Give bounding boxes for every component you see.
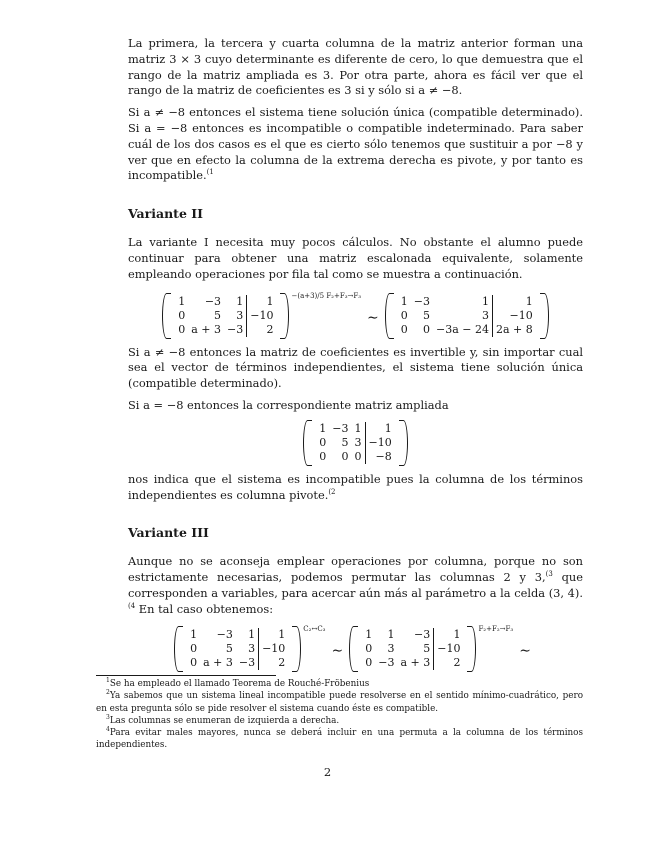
footnote-ref-1: (1	[206, 168, 214, 177]
paragraph-a-minus-8: Si a = −8 entonces la correspondiente matriz ampliada	[128, 397, 449, 412]
paragraph-incompatible	[128, 472, 583, 504]
equivalence-symbol: ∼	[367, 309, 379, 326]
footnote-4: $^4$Para evitar males mayores, nunca se deberá incluir en una permuta a la columna de los términos independientes.	[96, 726, 583, 751]
page-number: 2	[323, 765, 332, 779]
paragraph-variante-iii-intro	[128, 554, 583, 617]
equation-column-permutation	[128, 624, 583, 670]
intro-text-a: Aunque no se aconseja emplear operaciones por columna, porque no son estrictamente necesarias, podemos permutar las columnas 2 y 3,	[128, 554, 583, 585]
heading-variante-ii: Variante II	[128, 206, 203, 222]
footnote-ref-4: (4	[128, 601, 136, 610]
equation-ampliada	[128, 422, 583, 464]
matrix-table: 1 −3 1 1 0 5 3 −10 0 0 0 −8	[316, 422, 394, 464]
paragraph-rank: La primera, la tercera y cuarta columna de la matriz anterior forman una matriz 3 × 3 cuyo determinante es diferente de cero, lo que demuestra que el rango de la matriz ampliada es 3. Por otra parte, ahora es fácil ver que el rango de la matriz de coeficientes es 3 si y sólo si a ≠ −8.	[128, 36, 583, 98]
incompatible-text: nos indica que el sistema es incompatible pues la columna de los términos independientes es columna pivote.	[128, 471, 583, 502]
matrix-augmented-2	[385, 295, 549, 337]
footnotes	[96, 678, 583, 752]
footnote-2: $^2$Ya sabemos que un sistema lineal incompatible puede resolverse en el sentido mínimo-cuadrático, pero en esta pregunta sólo se pide resolver el sistema cuando éste es compatible.	[96, 689, 583, 714]
paragraph-cases	[128, 105, 583, 184]
matrix-table: 1 −3 1 1 0 5 3 −10 0 a + 3 −3 2	[175, 295, 276, 337]
page-body	[128, 36, 583, 670]
column-operation-label: C₂↔C₃	[303, 624, 326, 633]
cases-text: Si a ≠ −8 entonces el sistema tiene solución única (compatible determinado). Si a = −8 entonces es incompatible o compatible indeterminado. Para saber cuál de los dos casos es el que es cierto sólo tenemos que sustituir a por −8 y ver que en efecto la columna de la extrema derecha es pivote, y por tanto es incompatible.	[128, 105, 583, 183]
row-operation-label-2: F₂+F₂→F₃	[478, 624, 514, 633]
footnote-ref-2: (2	[328, 487, 336, 496]
matrix-augmented-original	[174, 628, 301, 670]
matrix-table: 1 −3 1 1 0 5 3 −10 0 0 −3a − 24 2a + 8	[398, 295, 536, 337]
matrix-table: 1 1 −3 1 0 3 5 −10 0 −3 a + 3 2	[362, 628, 463, 670]
matrix-augmented-1	[162, 295, 289, 337]
footnote-ref-3: (3	[545, 570, 553, 579]
equivalence-symbol: ∼	[519, 642, 531, 659]
footnote-rule	[96, 675, 276, 676]
footnote-1: $^1$Se ha empleado el llamado Teorema de Rouché-Fröbenius	[106, 677, 370, 689]
matrix-table: 1 −3 1 1 0 5 3 −10 0 a + 3 −3 2	[187, 628, 288, 670]
footnote-3: $^3$Las columnas se enumeran de izquierda a derecha.	[106, 713, 340, 726]
row-operation-label: −(a+3)/5 F₂+F₃→F₃	[291, 291, 362, 300]
matrix-augmented-a-minus-8	[303, 422, 407, 464]
equation-row-reduction	[128, 291, 583, 337]
paragraph-invertible: Si a ≠ −8 entonces la matriz de coeficientes es invertible y, sin importar cual sea el vector de términos independientes, el sistema tiene solución única (compatible determinado).	[128, 344, 583, 391]
paragraph-variante-ii-intro: La variante I necesita muy pocos cálculos. No obstante el alumno puede continuar para obtener una matriz escalonada equivalente, solamente empleando operaciones por fila tal como se muestra a continuación.	[128, 235, 583, 281]
equivalence-symbol: ∼	[331, 642, 344, 659]
matrix-augmented-permuted	[349, 628, 476, 670]
intro-text-c: En tal caso obtenemos:	[135, 601, 274, 616]
heading-variante-iii: Variante III	[128, 525, 209, 541]
intro-text-b: que corresponden a variables, para acercar aún más al parámetro a la celda (3, 4).	[128, 570, 583, 600]
